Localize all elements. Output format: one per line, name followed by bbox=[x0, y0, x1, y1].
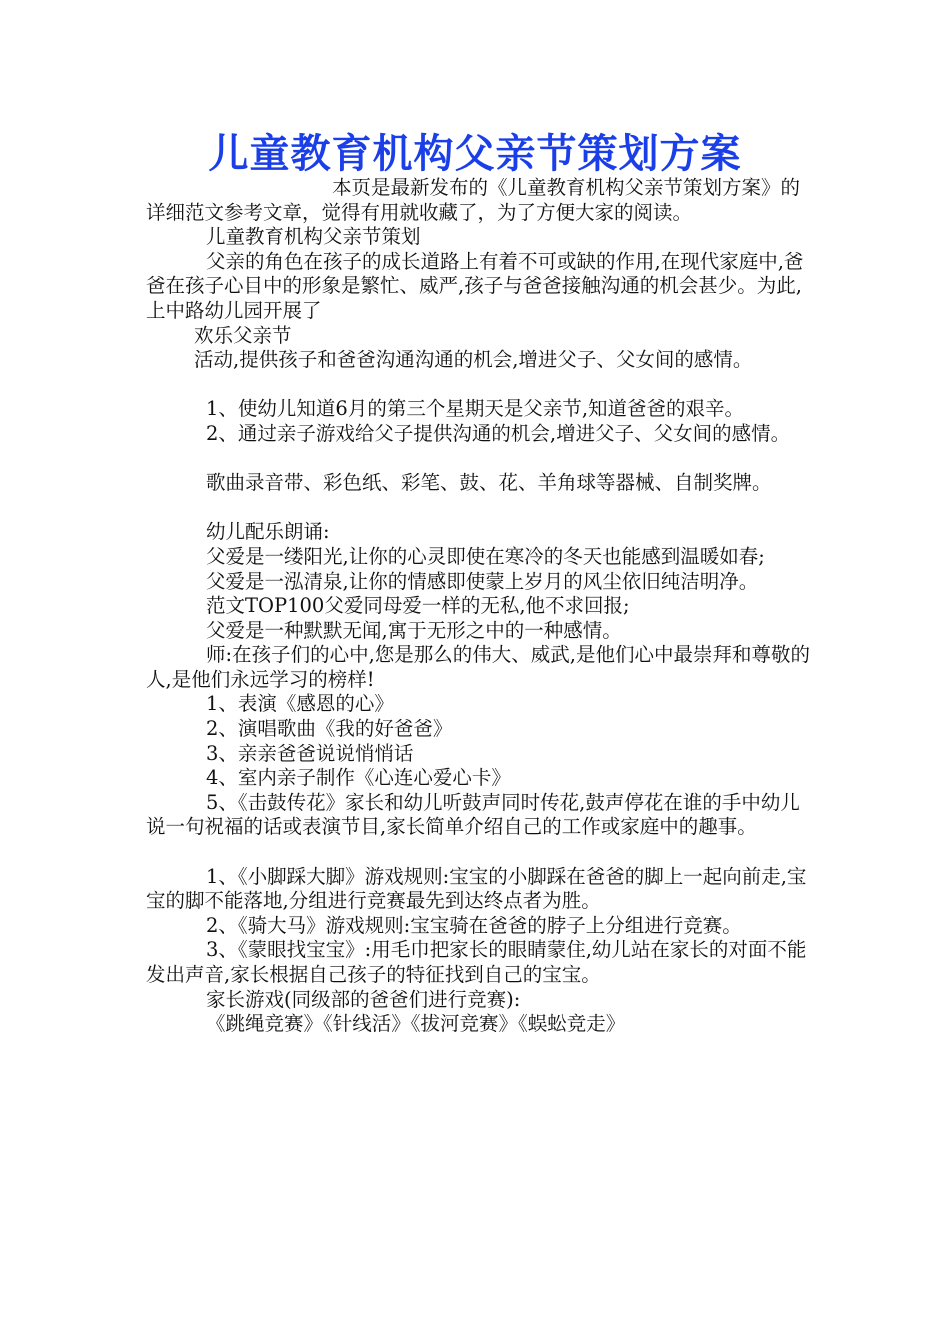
paragraph: 父亲的角色在孩子的成长道路上有着不可或缺的作用,在现代家庭中,爸爸在孩子心目中的形象是繁忙、威严,孩子与爸爸接触沟通的机会甚少。为此,上中路幼儿园开展了 bbox=[146, 249, 804, 322]
intro-paragraph: 本页是最新发布的《儿童教育机构父亲节策划方案》的详细范文参考文章，觉得有用就收藏了，为了方便大家的阅读。 bbox=[146, 176, 801, 224]
paragraph: 欢乐父亲节 bbox=[194, 323, 292, 347]
parent-games-list: 《跳绳竞赛》《针线活》《拔河竞赛》《蜈蚣竞走》 bbox=[206, 1012, 626, 1036]
game-item: 1、《小脚踩大脚》游戏规则:宝宝的小脚踩在爸爸的脚上一起向前走,宝宝的脚不能落地,分组进行竞赛最先到达终点者为胜。 bbox=[146, 864, 807, 913]
document-title: 儿童教育机构父亲节策划方案 bbox=[208, 130, 742, 177]
recite-title: 幼儿配乐朗诵: bbox=[206, 520, 330, 544]
game-item: 3、《蒙眼找宝宝》:用毛巾把家长的眼睛蒙住,幼儿站在家长的对面不能发出声音,家长根据自己孩子的特征找到自己的宝宝。 bbox=[146, 938, 807, 986]
materials-paragraph: 歌曲录音带、彩色纸、彩笔、鼓、花、羊角球等器械、自制奖牌。 bbox=[206, 471, 772, 495]
program-item: 4、室内亲子制作《心连心爱心卡》 bbox=[206, 766, 511, 790]
parent-games-title: 家长游戏(同级部的爸爸们进行竞赛): bbox=[206, 987, 521, 1011]
recite-line: 父爱是一泓清泉,让你的情感即使蒙上岁月的风尘依旧纯洁明净。 bbox=[206, 569, 759, 593]
recite-line: 父爱是一缕阳光,让你的心灵即使在寒冷的冬天也能感到温暖如春; bbox=[206, 544, 765, 568]
program-item: 5、《击鼓传花》家长和幼儿听鼓声同时传花,鼓声停花在谁的手中幼儿说一句祝福的话或表演节目,家长简单介绍自己的工作或家庭中的趣事。 bbox=[146, 790, 800, 839]
recite-line: 范文TOP100父爱同母爱一样的无私,他不求回报; bbox=[206, 594, 630, 618]
program-item: 3、亲亲爸爸说说悄悄话 bbox=[206, 741, 414, 765]
section-heading: 儿童教育机构父亲节策划 bbox=[206, 225, 421, 249]
recite-line: 父爱是一种默默无闻,寓于无形之中的一种感情。 bbox=[206, 618, 622, 642]
goal-item: 2、通过亲子游戏给父子提供沟通的机会,增进父子、父女间的感情。 bbox=[206, 421, 791, 445]
paragraph: 活动,提供孩子和爸爸沟通沟通的机会,增进父子、父女间的感情。 bbox=[194, 348, 753, 372]
program-item: 1、表演《感恩的心》 bbox=[206, 692, 394, 716]
game-item: 2、《骑大马》游戏规则:宝宝骑在爸爸的脖子上分组进行竞赛。 bbox=[206, 913, 742, 937]
teacher-paragraph: 师:在孩子们的心中,您是那么的伟大、威武,是他们心中最崇拜和尊敬的人,是他们永远学习的榜样! bbox=[146, 643, 810, 691]
document-body bbox=[146, 176, 811, 1037]
goal-item: 1、使幼儿知道6月的第三个星期天是父亲节,知道爸爸的艰辛。 bbox=[206, 397, 745, 421]
program-item: 2、演唱歌曲《我的好爸爸》 bbox=[206, 717, 453, 741]
